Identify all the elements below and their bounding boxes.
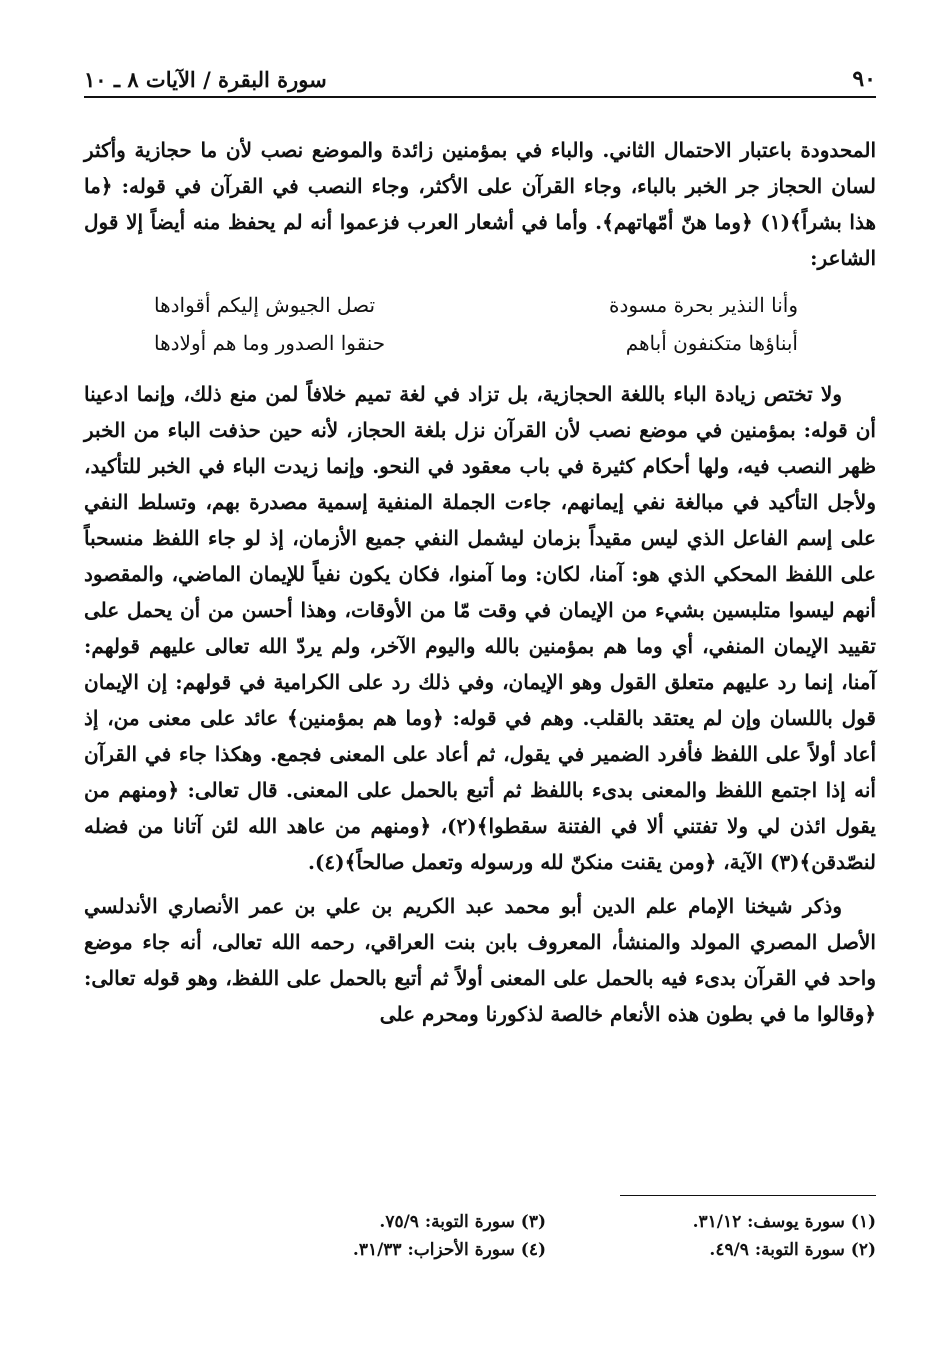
footnote-4: (٤) سورة الأحزاب: ٣١/٣٣.	[352, 1240, 546, 1260]
verse-line-2	[84, 324, 876, 362]
footnote-divider	[620, 1195, 876, 1196]
footnotes	[84, 1208, 876, 1264]
running-header	[84, 64, 876, 98]
page-number: ٩٠	[852, 66, 876, 92]
verse-line-1	[84, 286, 876, 324]
footnote-3: (٣) سورة التوبة: ٧٥/٩.	[379, 1212, 546, 1232]
main-text	[84, 132, 876, 1032]
paragraph-3: وذكر شيخنا الإمام علم الدين أبو محمد عبد الكريم بن علي بن عمر الأنصاري الأندلسي الأصل المصري المولد والمنشأ، المعروف بابن بنت العراقي، رحمه الله تعالى، أنه جاء موضع واحد في القرآن بدىء فيه بالحمل على المعنى أولاً ثم أتبع بالحمل على اللفظ، وهو قوله تعالى: ﴿وقالوا ما في بطون هذه الأنعام خالصة لذكورنا ومحرم على	[84, 894, 876, 1026]
verse-line-2-second-hemistich: حنقوا الصدور وما هم أولادها	[154, 331, 386, 355]
verse-line-1-second-hemistich: تصل الجيوش إليكم أقوادها	[154, 293, 376, 317]
verse-line-2-first-hemistich: أبناؤها متكنفون أباهم	[625, 331, 798, 355]
footnote-row-2	[84, 1236, 876, 1264]
footnote-2: (٢) سورة التوبة: ٤٩/٩.	[709, 1240, 876, 1260]
verse-line-1-first-hemistich: وأنا النذير بحرة مسودة	[609, 293, 798, 317]
footnote-row-1	[84, 1208, 876, 1236]
paragraph-2: ولا تختص زيادة الباء باللغة الحجازية، بل تزاد في لغة تميم خلافاً لمن منع ذلك، وإنما ادعينا أن قوله: بمؤمنين في موضع نصب لأن القرآن نزل بلغة الحجاز، لأنه حين حذفت الباء من الخبر ظهر النصب فيه، ولها أحكام كثيرة في باب معقود في النحو. وإنما زيدت الباء في الخبر للتأكيد، ولأجل التأكيد في مبالغة نفي إيمانهم، جاءت الجملة المنفية إسمية مصدرة بهم، وتسلط النفي على إسم الفاعل الذي ليس مقيداً بزمان ليشمل النفي جميع الأزمان، إذ لو جاء اللفظ منسحباً على اللفظ المحكي الذي هو: آمنا، لكان: وما آمنوا، فكان يكون نفياً للإيمان الماضي، والمقصود أنهم ليسوا متلبسين بشيء من الإيمان في وقت مّا من الأوقات، وهذا أحسن من أن يحمل على تقييد الإيمان المنفي، أي وما هم بمؤمنين بالله واليوم الآخر، ولم يردّ الله تعالى عليهم قولهم: آمنا، إنما رد عليهم متعلق القول وهو الإيمان، وفي ذلك رد على الكرامية في قولهم: إن الإيمان قول باللسان وإن لم يعتقد بالقلب. وهم في قوله: ﴿وما هم بمؤمنين﴾ عائد على معنى من، إذ أعاد أولاً على اللفظ فأفرد الضمير في يقول، ثم أعاد على المعنى فجمع. وهكذا جاء في القرآن أنه إذا اجتمع اللفظ والمعنى بدىء باللفظ ثم أتبع بالحمل على المعنى. قال تعالى: ﴿ومنهم من يقول ائذن لي ولا تفتني ألا في الفتنة سقطوا﴾(٢)، ﴿ومنهم من عاهد الله لئن آتانا من فضله لنصّدقن﴾(٣) الآية، ﴿ومن يقنت منكنّ لله ورسوله وتعمل صالحاً﴾(٤).	[84, 382, 877, 874]
poetry-verse	[84, 286, 876, 362]
footnote-1: (١) سورة يوسف: ٣١/١٢.	[692, 1212, 876, 1232]
paragraph-1: المحدودة باعتبار الاحتمال الثاني. والباء في بمؤمنين زائدة والموضع نصب لأن ما حجازية وأكثر لسان الحجاز جر الخبر بالباء، وجاء القرآن على الأكثر، وجاء النصب في القرآن في قوله: ﴿ما هذا بشراً﴾(١) ﴿وما هنّ أمّهاتهم﴾. وأما في أشعار العرب فزعموا أنه لم يحفظ منه أيضاً إلا قول الشاعر:	[84, 138, 877, 270]
chapter-title: سورة البقرة / الآيات ٨ ـ ١٠	[84, 67, 327, 92]
